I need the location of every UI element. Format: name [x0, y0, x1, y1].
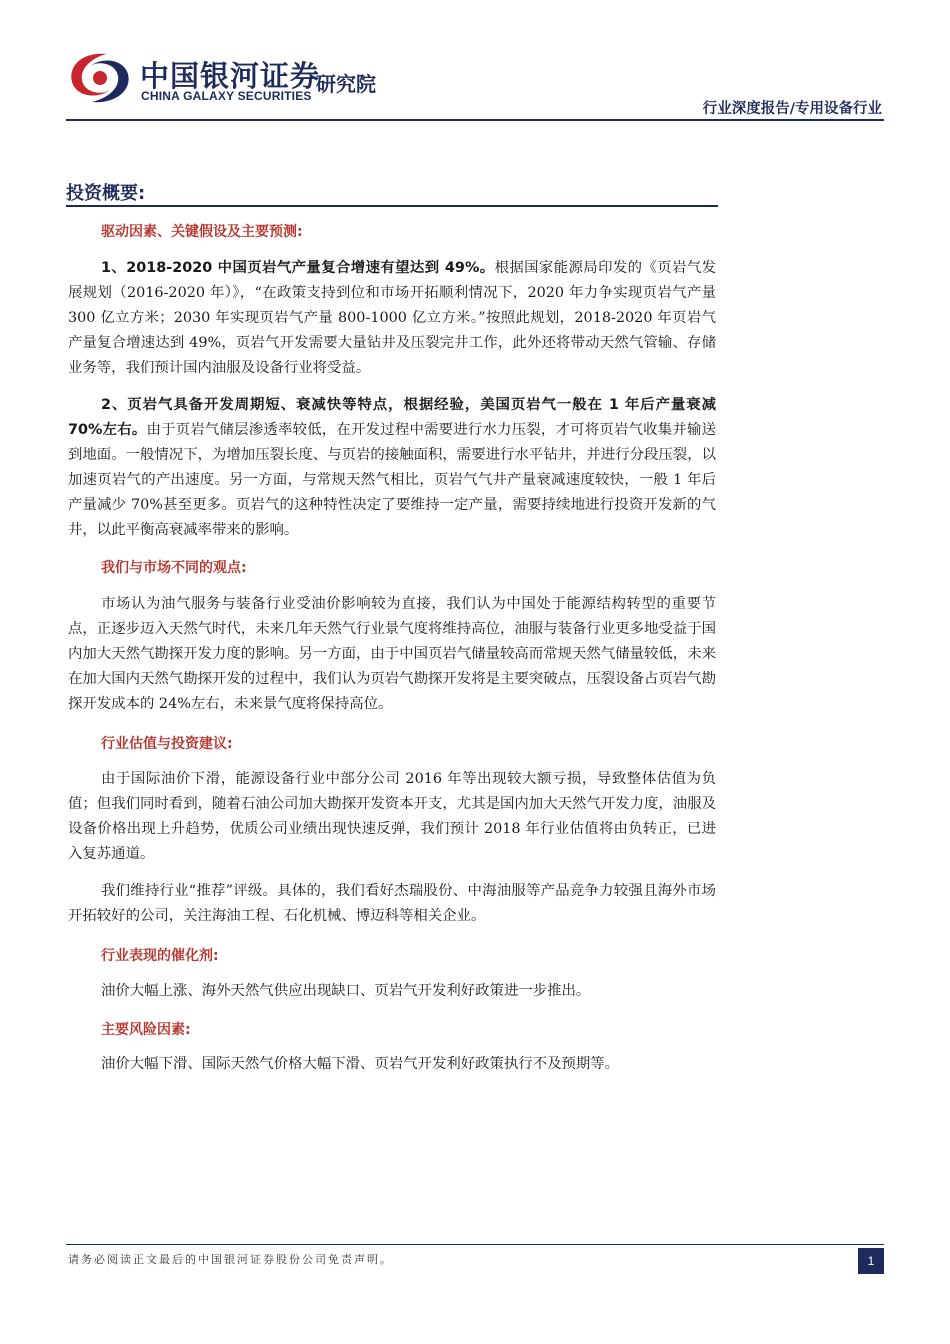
section-divider [66, 205, 718, 207]
catalysts-paragraph: 油价大幅上涨、海外天然气供应出现缺口、页岩气开发利好政策进一步推出。 [101, 983, 591, 999]
page-number: 1 [858, 1248, 884, 1274]
galaxy-logo-icon [66, 50, 134, 106]
drivers-paragraph-2-lead: 2、页岩气具备开发周期短、衰减快等特点，根据经验，美国页岩气一般在 1 年后产量衰减 70%左右。 [68, 397, 716, 438]
report-category: 行业深度报告/专用设备行业 [702, 101, 882, 117]
drivers-paragraph-2 [68, 393, 716, 543]
drivers-heading: 驱动因素、关键假设及主要预测: [101, 224, 303, 240]
risks-heading: 主要风险因素: [101, 1022, 191, 1038]
drivers-paragraph-1 [68, 256, 716, 381]
footer-divider [66, 1244, 884, 1245]
drivers-paragraph-2-body: 由于页岩气储层渗透率较低，在开发过程中需要进行水力压裂，才可将页岩气收集并输送到地面。一般情况下，为增加压裂长度、与页岩的接触面积，需要进行水平钻井，并进行分段压裂，以加速页岩气的产出速度。另一方面，与常规天然气相比，页岩气气井产量衰减速度较快，一般 1 年后产量减少 70%甚至更多。页岩气的这种特性决定了要维持一定产量，需要持续地进行投资开发新的气井，以此平衡高衰减率带来的影响。 [68, 422, 716, 538]
risks-paragraph: 油价大幅下滑、国际天然气价格大幅下滑、页岩气开发利好政策执行不及预期等。 [101, 1056, 620, 1072]
header-divider [66, 119, 884, 121]
logo-institute-label: 研究院 [316, 72, 376, 96]
valuation-heading: 行业估值与投资建议: [101, 736, 233, 752]
views-heading: 我们与市场不同的观点: [101, 560, 247, 576]
logo-english-name: CHINA GALAXY SECURITIES [141, 89, 312, 103]
valuation-paragraph-2: 我们维持行业“推荐”评级。具体的，我们看好杰瑞股份、中海油服等产品竞争力较强且海外市场开拓较好的公司，关注海油工程、石化机械、博迈科等相关企业。 [68, 883, 716, 924]
drivers-paragraph-1-body: 根据国家能源局印发的《页岩气发展规划（2016-2020 年）》，“在政策支持到位和市场开拓顺利情况下，2020 年力争实现页岩气产量 300 亿立方米；2030 年实现页岩气产量 800-1000 亿立方米。”按照此规划，2018-2020 年页岩气产量复合增速达到 49%，页岩气开发需要大量钻井及压裂完井工作，此外还将带动天然气管输、存储业务等，我们预计国内油服及设备行业将受益。 [68, 260, 716, 376]
valuation-paragraph-1: 由于国际油价下滑，能源设备行业中部分公司 2016 年等出现较大额亏损，导致整体估值为负值；但我们同时看到，随着石油公司加大勘探开发资本开支，尤其是国内加大天然气开发力度，油服及设备价格出现上升趋势，优质公司业绩出现快速反弹，我们预计 2018 年行业估值将由负转正，已进入复苏通道。 [68, 771, 716, 862]
drivers-paragraph-1-lead: 1、2018-2020 中国页岩气产量复合增速有望达到 49%。 [101, 260, 495, 276]
catalysts-heading: 行业表现的催化剂: [101, 948, 219, 964]
section-title: 投资概要: [66, 183, 146, 204]
views-paragraph: 市场认为油气服务与装备行业受油价影响较为直接，我们认为中国处于能源结构转型的重要节点，正逐步迈入天然气时代，未来几年天然气行业景气度将维持高位，油服与装备行业更多地受益于国内加大天然气勘探开发力度的影响。另一方面，由于中国页岩气储量较高而常规天然气储量较低，未来在加大国内天然气勘探开发的过程中，我们认为页岩气勘探开发将是主要突破点，压裂设备占页岩气勘探开发成本的 24%左右，未来景气度将保持高位。 [68, 596, 716, 712]
footer-disclaimer: 请务必阅读正文最后的中国银河证券股份公司免责声明。 [68, 1253, 393, 1266]
logo-chinese-name: 中国银河证券 [140, 59, 321, 93]
